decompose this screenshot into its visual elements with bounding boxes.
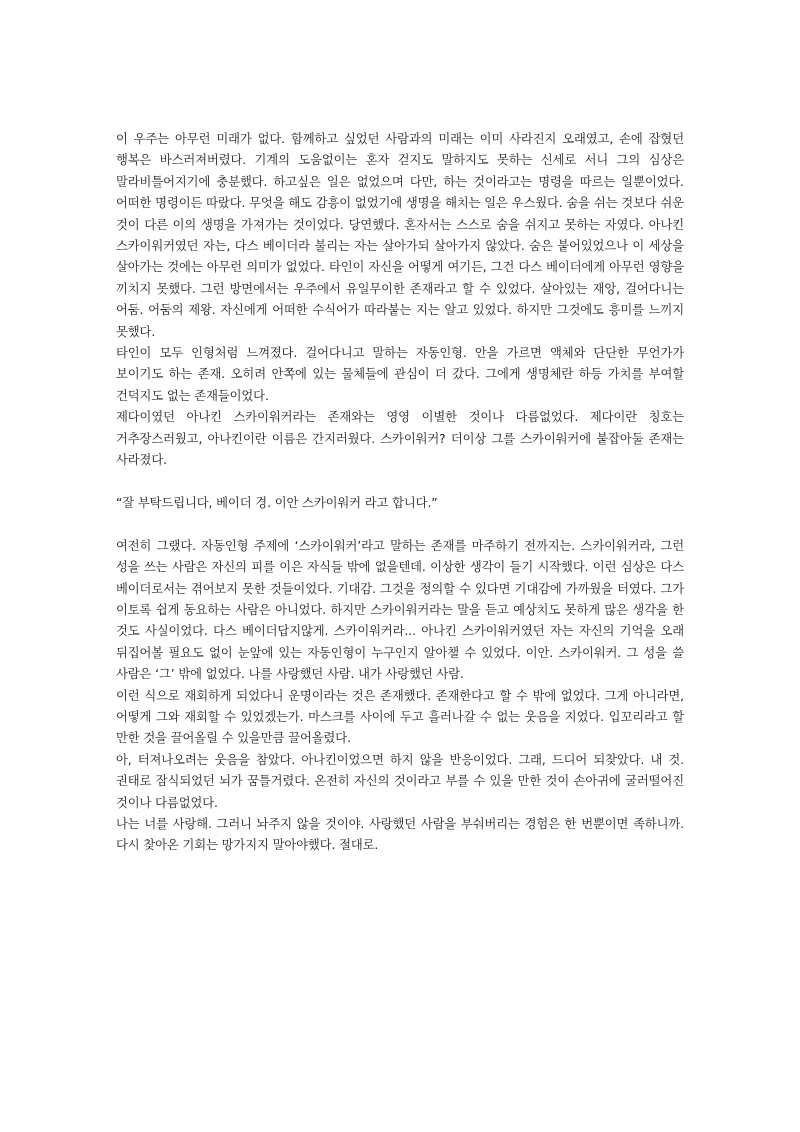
dialogue-line: “잘 부탁드립니다, 베이더 경. 이안 스카이워커 라고 합니다.”: [116, 495, 438, 510]
paragraph-7: 나는 너를 사랑해. 그러니 놔주지 않을 것이야. 사랑했던 사람을 부숴버리는 경험은 한 번뿐이면 족하니까. 다시 찾아온 기회는 망가지지 말아야했다. 절대로.: [116, 816, 684, 853]
paragraph-6: 아, 터져나오려는 웃음을 참았다. 아나킨이었으면 하지 않을 반응이었다. 그래, 드디어 되찾았다. 내 것. 권태로 잠식되었던 뇌가 꿈틀거렸다. 온전히 자신의 것이라고 부를 수 있을 만한 것이 손아귀에 굴러떨어진 것이나 다름없었다.: [116, 752, 684, 810]
document-body: [116, 129, 684, 857]
paragraph-3: 제다이였던 아나킨 스카이워커라는 존재와는 영영 이별한 것이나 다름없었다. 제다이란 칭호는 거추장스러웠고, 아나킨이란 이름은 간지러웠다. 스카이워커? 더이상 그를 스카이워커에 붙잡아둘 존재는 사라졌다.: [116, 410, 684, 468]
blank-line: [116, 514, 684, 535]
paragraph-2: 타인이 모두 인형처럼 느껴졌다. 걸어다니고 말하는 자동인형. 안을 가르면 액체와 단단한 무언가가 보이기도 하는 존재. 오히려 안쪽에 있는 물체들에 관심이 더 갔다. 그에게 생명체란 하등 가치를 부여할 건덕지도 없는 존재들이었다.: [116, 346, 684, 403]
blank-line: [116, 472, 684, 493]
paragraph-4: 여전히 그랬다. 자동인형 주제에 ‘스카이워커’라고 말하는 존재를 마주하기 전까지는. 스카이워커라, 그런 성을 쓰는 사람은 자신의 피를 이은 자식들 밖에 없을텐데. 이상한 생각이 들기 시작했다. 이런 심상은 다스 베이더로서는 겪어보지 못한 것들이었다. 기대감. 그것을 정의할 수 있다면 기대감에 가까웠을 터였다. 그가 이토록 쉽게 동요하는 사람은 아니었다. 하지만 스카이워커라는 말을 듣고 예상치도 못하게 많은 생각을 한 것도 사실이었다. 다스 베이더답지않게. 스카이워커라... 아나킨 스카이워커였던 자는 자신의 기억을 오래 뒤집어볼 필요도 없이 눈앞에 있는 자동인형이 누구인지 알아챌 수 있었다. 이안. 스카이워커. 그 성을 쓸 사람은 ‘그’ 밖에 없었다. 나를 사랑했던 사람. 내가 사랑했던 사람.: [116, 538, 684, 682]
paragraph-1: 이 우주는 아무런 미래가 없다. 함께하고 싶었던 사람과의 미래는 이미 사라진지 오래였고, 손에 잡혔던 행복은 바스러져버렸다. 기계의 도움없이는 혼자 걷지도 말하지도 못하는 신세로 서니 그의 심상은 말라비틀어지기에 충분했다. 하고싶은 일은 없었으며 다만, 하는 것이라고는 명령을 따르는 일뿐이었다. 어떠한 명령이든 따랐다. 무엇을 해도 감흥이 없었기에 생명을 해치는 일은 우스웠다. 숨을 쉬는 것보다 쉬운 것이 다른 이의 생명을 가져가는 것이었다. 당연했다. 혼자서는 스스로 숨을 쉬지고 못하는 자였다. 아나킨 스카이워커였던 자는, 다스 베이더라 불리는 자는 살아가되 살아가지 않았다. 숨은 붙어있었으나 이 세상을 살아가는 것에는 아무런 의미가 없었다. 타인이 자신을 어떻게 여기든, 그건 다스 베이더에게 아무런 영향을 끼치지 못했다. 그런 방면에서는 우주에서 유일무이한 존재라고 할 수 있었다. 살아있는 재앙, 걸어다니는 어둠. 어둠의 제왕. 자신에게 어떠한 수식어가 따라붙는 지는 알고 있었다. 하지만 그것에도 흥미를 느끼지 못했다.: [116, 132, 684, 339]
paragraph-5: 이런 식으로 재회하게 되었다니 운명이라는 것은 존재했다. 존재한다고 할 수 밖에 없었다. 그게 아니라면, 어떻게 그와 재회할 수 있었겠는가. 마스크를 사이에 두고 흘러나갈 수 없는 웃음을 지었다. 입꼬리라고 할 만한 것을 끌어올릴 수 있을만큼 끌어올렸다.: [116, 688, 684, 746]
